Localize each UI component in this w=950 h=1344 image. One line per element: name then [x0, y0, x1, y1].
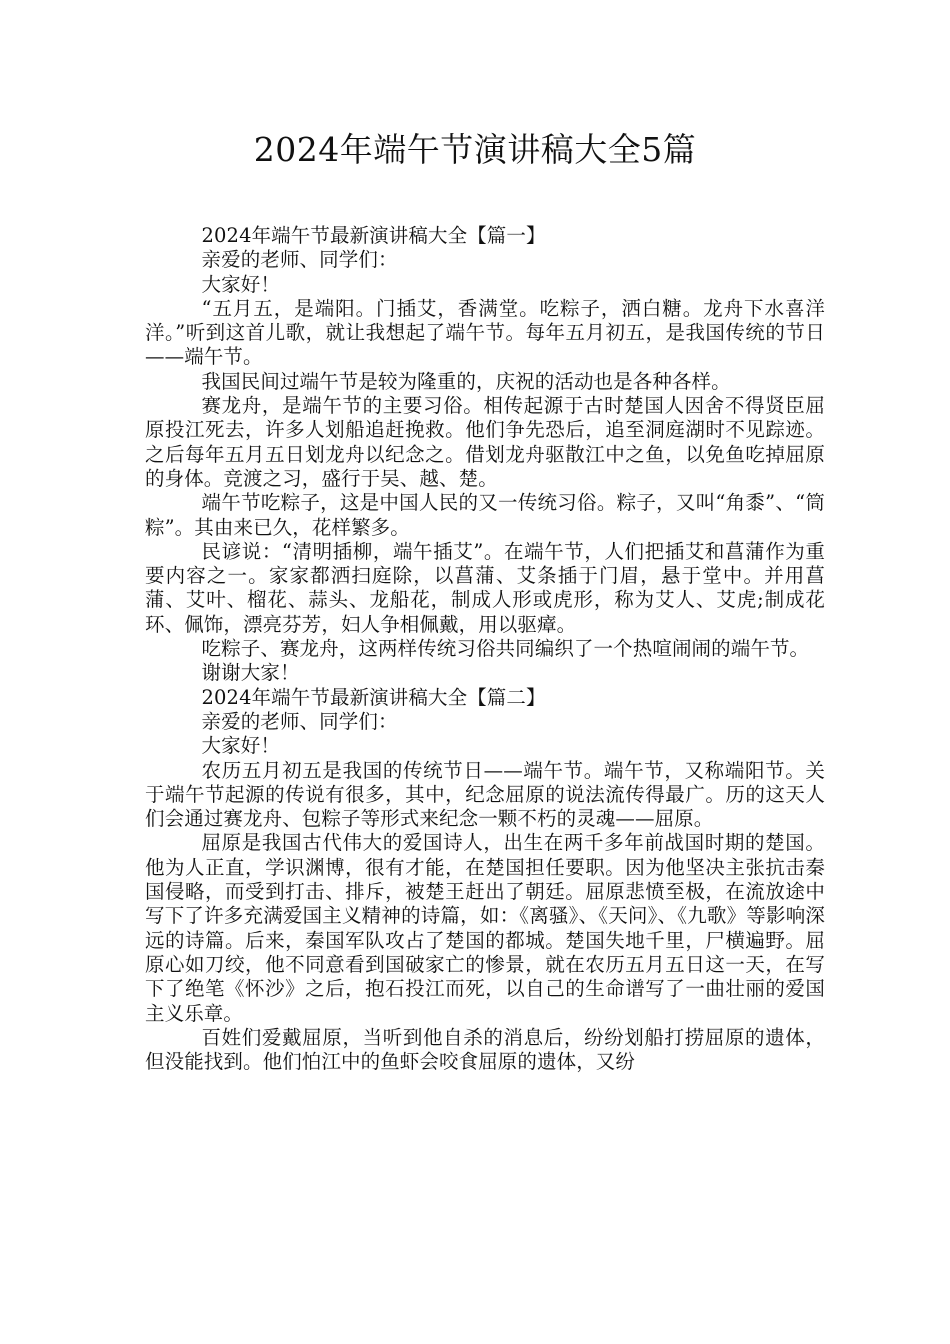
body-paragraph: 我国民间过端午节是较为隆重的，庆祝的活动也是各种各样。 — [201, 369, 731, 393]
body-paragraph: 吃粽子、赛龙舟，这两样传统习俗共同编织了一个热喧闹闹的端午节。 — [201, 637, 810, 661]
body-paragraph: 端午节吃粽子，这是中国人民的又一传统习俗。粽子，又叫“角黍”、“筒粽”。其由来已久，花样繁多。 — [145, 491, 825, 539]
body-paragraph: “五月五，是端阳。门插艾，香满堂。吃粽子，洒白糖。龙舟下水喜洋洋。”听到这首儿歌，就让我想起了端午节。每年五月初五，是我国传统的节日——端午节。 — [145, 296, 825, 369]
greeting-hello: 大家好！ — [201, 734, 280, 758]
document-title: 2024年端午节演讲稿大全5篇 — [253, 130, 697, 169]
body-paragraph: 赛龙舟，是端午节的主要习俗。相传起源于古时楚国人因舍不得贤臣屈原投江死去，许多人划船追赶挽救。他们争先恐后，追至洞庭湖时不见踪迹。之后每年五月五日划龙舟以纪念之。借划龙舟驱散江中之鱼，以免鱼吃掉屈原的身体。竞渡之习，盛行于吴、越、楚。 — [145, 394, 825, 490]
body-paragraph: 农历五月初五是我国的传统节日——端午节。端午节，又称端阳节。关于端午节起源的传说有很多，其中，纪念屈原的说法流传得最广。历的这天人们会通过赛龙舟、包粽子等形式来纪念一颗不朽的灵魂——屈原。 — [145, 758, 825, 831]
document-body — [145, 224, 825, 1074]
body-paragraph: 百姓们爱戴屈原，当听到他自杀的消息后，纷纷划船打捞屈原的遗体，但没能找到。他们怕江中的鱼虾会咬食屈原的遗体，又纷 — [145, 1025, 825, 1074]
body-paragraph: 民谚说：“清明插柳，端午插艾”。在端午节，人们把插艾和菖蒲作为重要内容之一。家家都洒扫庭除，以菖蒲、艾条插于门眉，悬于堂中。并用菖蒲、艾叶、榴花、蒜头、龙船花，制成人形或虎形，称为艾人、艾虎;制成花环、佩饰，漂亮芬芳，妇人争相佩戴，用以驱瘴。 — [145, 539, 825, 636]
closing-thanks: 谢谢大家！ — [201, 661, 300, 685]
body-paragraph: 屈原是我国古代伟大的爱国诗人，出生在两千多年前战国时期的楚国。他为人正直，学识渊博，很有才能，在楚国担任要职。因为他坚决主张抗击秦国侵略，而受到打击、排斥，被楚王赶出了朝廷。屈原悲愤至极，在流放途中写下了许多充满爱国主义精神的诗篇，如：《离骚》、《天问》、《九歌》等影响深远的诗篇。后来，秦国军队攻占了楚国的都城。楚国失地千里，尸横遍野。屈原心如刀绞，他不同意看到国破家亡的惨景，就在农历五月五日这一天，在写下了绝笔《怀沙》之后，抱石投江而死，以自己的生命谱写了一曲壮丽的爱国主义乐章。 — [145, 831, 825, 1025]
greeting-hello: 大家好！ — [201, 272, 280, 296]
section-heading-1: 2024年端午节最新演讲稿大全【篇一】 — [201, 224, 546, 247]
section-heading-2: 2024年端午节最新演讲稿大全【篇二】 — [201, 685, 546, 709]
greeting-salutation: 亲爱的老师、同学们： — [201, 709, 398, 733]
greeting-salutation: 亲爱的老师、同学们： — [201, 248, 398, 272]
